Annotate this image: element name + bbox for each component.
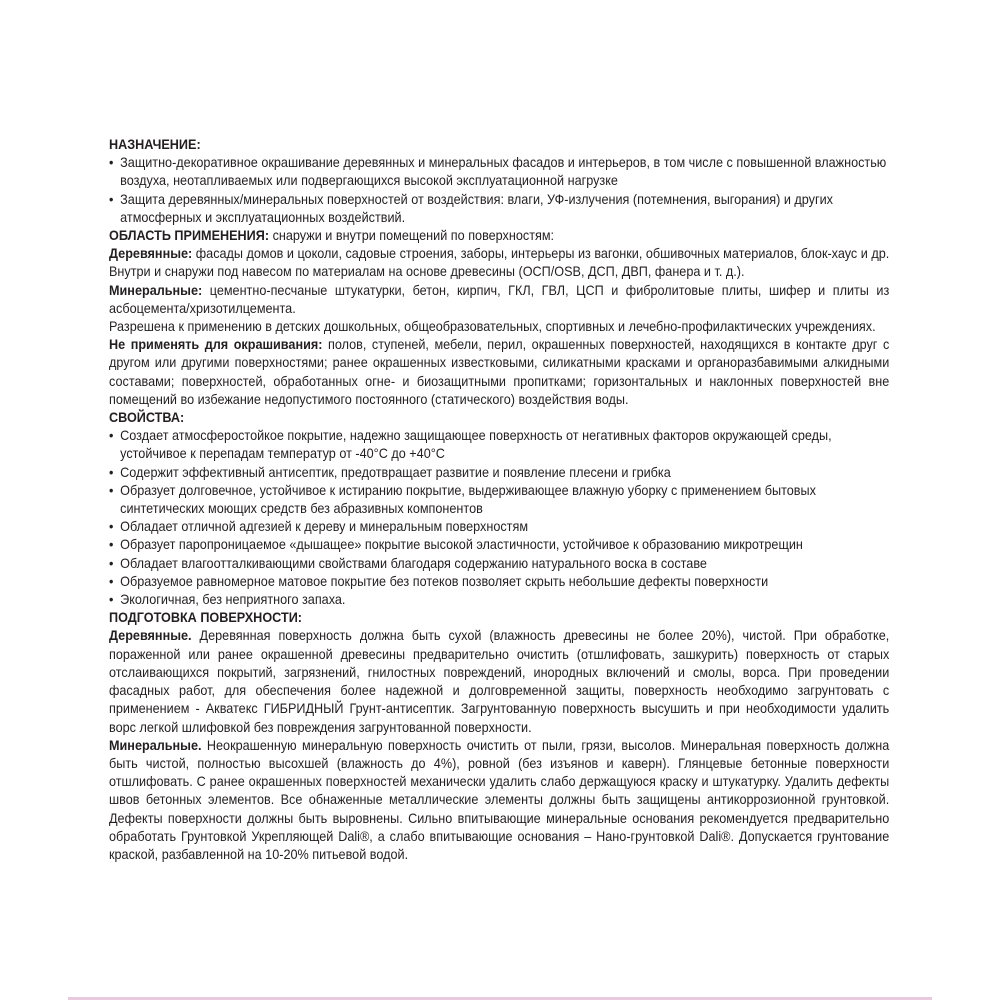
- bullet-item: [109, 536, 889, 554]
- bullet-glyph: •: [109, 555, 114, 571]
- scope-not-label: Не применять для окрашивания:: [109, 337, 323, 353]
- preparation-wood-text: Деревянная поверхность должна быть сухой (влажность древесины не более 20%), чистой. При обработке, пораженной или ранее окрашенной древесины предварительно очистить (отшлифовать, зашкурить) поверхность от старых отслаивающихся покрытий, загрязнений, гнилостных повреждений, инородных включений и смолы, ворса. При проведении фасадных работ, для обеспечения более надежной и долговременной защиты, поверхность необходимо загрунтовать с применением - Акватекс ГИБРИДНЫЙ Грунт-антисептик. Загрунтованную поверхность высушить и при необходимости удалить ворс легкой шлифовкой без повреждения загрунтованной поверхности.: [109, 628, 890, 735]
- bullet-text: Содержит эффективный антисептик, предотвращает развитие и появление плесени и грибка: [120, 464, 671, 480]
- bullet-text: Обладает отличной адгезией к дереву и минеральным поверхностям: [120, 519, 529, 535]
- scope-mineral-paragraph: [109, 282, 889, 318]
- purpose-heading: НАЗНАЧЕНИЕ:: [109, 137, 201, 152]
- preparation-mineral-text: Неокрашенную минеральную поверхность очистить от пыли, грязи, высолов. Минеральная поверхность должна быть чистой, полностью высохшей (влажность до 4%), ровной (без изъянов и каверн). Глянцевые бетонные поверхности отшлифовать. С ранее окрашенных поверхностей механически удалить слабо держащуюся краску и штукатурку. Удалить дефекты швов бетонных элементов. Все обнаженные металлические элементы должны быть защищены антикоррозионной грунтовкой. Дефекты поверхности должны быть выровнены. Сильно впитывающие минеральные основания рекомендуется предварительно обработать Грунтовкой Укрепляющей Dali®, а слабо впитывающие основания – Нано-грунтовкой Dali®. Допускается грунтование краской, разбавленной на 10-20% питьевой водой.: [109, 737, 890, 862]
- bullet-item: [109, 464, 889, 482]
- bullet-glyph: •: [109, 519, 114, 535]
- scope-heading: ОБЛАСТЬ ПРИМЕНЕНИЯ:: [109, 228, 270, 244]
- bullet-glyph: •: [109, 573, 114, 589]
- document-body: [109, 136, 889, 864]
- bullet-item: [109, 191, 889, 227]
- bullet-item: [109, 427, 889, 463]
- scope-wood-paragraph: [109, 245, 889, 281]
- scope-not-text: полов, ступеней, мебели, перил, окрашенных поверхностей, находящихся в контакте друг с другом или другими поверхностями; ранее окрашенных известковыми, силикатными красками и органоразбавимыми алкидными составами; поверхностей, обработанных огне- и биозащитными пропитками; горизонтальных и наклонных поверхностей вне помещений во избежание недопустимого постоянного (статического) воздействия воды.: [109, 337, 890, 407]
- preparation-mineral-paragraph: [109, 737, 889, 864]
- scope-allowed-paragraph: Разрешена к применению в детских дошкольных, общеобразовательных, спортивных и лечебно-профилактических учреждениях.: [109, 319, 876, 335]
- preparation-wood-paragraph: [109, 627, 889, 736]
- bullet-item: [109, 482, 889, 518]
- properties-heading: СВОЙСТВА:: [109, 410, 185, 426]
- bullet-glyph: •: [109, 482, 114, 498]
- scope-intro: снаружи и внутри помещений по поверхностям:: [269, 228, 555, 244]
- bullet-item: [109, 573, 889, 591]
- bullet-text: Образуемое равномерное матовое покрытие без потеков позволяет скрыть небольшие дефекты поверхности: [120, 573, 769, 589]
- bullet-glyph: •: [109, 155, 114, 171]
- scope-paragraph: [109, 227, 889, 245]
- bullet-text: Образует долговечное, устойчивое к истиранию покрытие, выдерживающее влажную уборку с применением бытовых синтетических моющих средств без абразивных компонентов: [120, 482, 816, 517]
- scope-mineral-label: Минеральные:: [109, 282, 203, 298]
- bullet-glyph: •: [109, 464, 114, 480]
- purpose-list: [109, 154, 889, 227]
- properties-list: [109, 427, 889, 609]
- scope-wood-text: фасады домов и цоколи, садовые строения, заборы, интерьеры из вагонки, обшивочных материалов, блок-хаус и др. Внутри и снаружи под навесом по материалам на основе древесины (ОСП/OSB, ДСП, ДВП, фанера и т. д.).: [109, 246, 890, 280]
- scope-not-paragraph: [109, 336, 889, 409]
- scope-wood-label: Деревянные:: [109, 246, 193, 262]
- bullet-glyph: •: [109, 592, 114, 608]
- bullet-glyph: •: [109, 191, 114, 207]
- bullet-item: [109, 591, 889, 609]
- bullet-glyph: •: [109, 428, 114, 444]
- preparation-heading: ПОДГОТОВКА ПОВЕРХНОСТИ:: [109, 610, 302, 626]
- preparation-wood-label: Деревянные.: [109, 628, 192, 644]
- bullet-item: [109, 154, 889, 190]
- bullet-item: [109, 555, 889, 573]
- scope-mineral-text: цементно-песчаные штукатурки, бетон, кирпич, ГКЛ, ГВЛ, ЦСП и фибролитовые плиты, шифер и плиты из асбоцемента/хризотилцемента.: [109, 282, 890, 316]
- bullet-glyph: •: [109, 537, 114, 553]
- bullet-text: Защита деревянных/минеральных поверхностей от воздействия: влаги, УФ-излучения (потемнения, выгорания) и других атмосферных и эксплуатационных воздействий.: [120, 191, 834, 225]
- bullet-text: Обладает влагоотталкивающими свойствами благодаря содержанию натурального воска в составе: [120, 555, 707, 571]
- bullet-text: Создает атмосферостойкое покрытие, надежно защищающее поверхность от негативных факторов окружающей среды, устойчивое к перепадам температур от -40°С до +40°С: [120, 428, 832, 462]
- bullet-text: Экологичная, без неприятного запаха.: [120, 592, 346, 608]
- bullet-item: [109, 518, 889, 536]
- bullet-text: Защитно-декоративное окрашивание деревянных и минеральных фасадов и интерьеров, в том числе с повышенной влажностью воздуха, неотапливаемых или подвергающихся высокой эксплуатационной нагрузке: [120, 155, 887, 189]
- preparation-mineral-label: Минеральные.: [109, 737, 202, 753]
- bullet-text: Образует паропроницаемое «дышащее» покрытие высокой эластичности, устойчивое к образованию микротрещин: [120, 537, 803, 553]
